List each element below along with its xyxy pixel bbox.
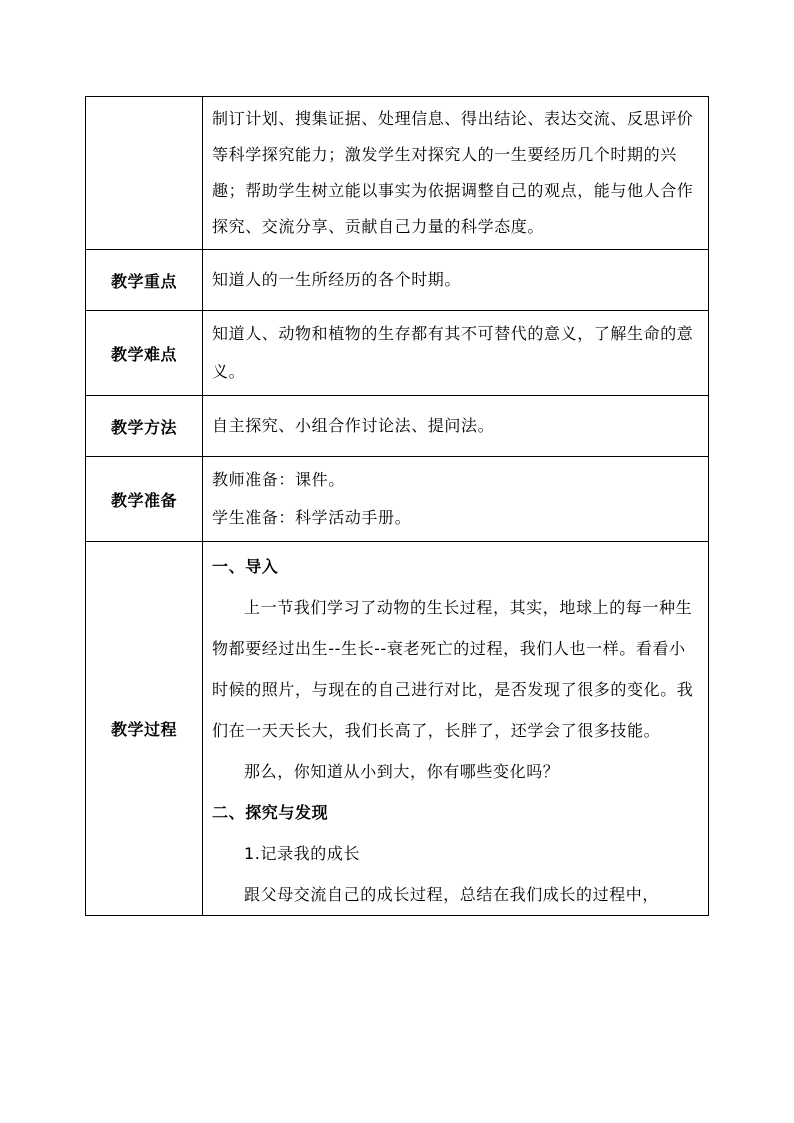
objectives-content-cell — [203, 97, 709, 250]
process-label: 教学过程 — [86, 542, 203, 916]
intro-heading: 一、导入 — [212, 557, 279, 576]
process-row — [86, 542, 709, 916]
methods-content-cell — [203, 396, 709, 457]
key-points-row — [86, 250, 709, 311]
difficulties-row — [86, 311, 709, 396]
lesson-plan-table — [85, 96, 709, 916]
preparation-label: 教学准备 — [86, 457, 203, 542]
objectives-text: 制订计划、搜集证据、处理信息、得出结论、表达交流、反思评价等科学探究能力；激发学生对探究人的一生要经历几个时期的兴趣；帮助学生树立能以事实为依据调整自己的观点，能与他人合作探究、交流分享、贡献自己力量的科学态度。 — [212, 109, 694, 236]
key-points-text: 知道人的一生所经历的各个时期。 — [212, 270, 462, 289]
teacher-preparation-text: 教师准备：课件。 — [212, 470, 345, 489]
process-content-cell — [203, 542, 709, 916]
key-points-content-cell — [203, 250, 709, 311]
objectives-row — [86, 97, 709, 250]
objectives-label-cell — [86, 97, 203, 250]
methods-text: 自主探究、小组合作讨论法、提问法。 — [212, 416, 495, 435]
intro-paragraph: 上一节我们学习了动物的生长过程，其实，地球上的每一种生物都要经过出生--生长--衰老死亡的过程，我们人也一样。看看小时候的照片，与现在的自己进行对比，是否发现了很多的变化。我们在一天天长大，我们长高了，长胖了，还学会了很多技能。 — [212, 598, 694, 740]
difficulties-content-cell — [203, 311, 709, 396]
explore-paragraph: 跟父母交流自己的成长过程，总结在我们成长的过程中， — [244, 885, 660, 904]
methods-label: 教学方法 — [86, 396, 203, 457]
difficulties-label: 教学难点 — [86, 311, 203, 396]
key-points-label: 教学重点 — [86, 250, 203, 311]
preparation-content-cell — [203, 457, 709, 542]
student-preparation-text: 学生准备：科学活动手册。 — [212, 508, 412, 527]
explore-item-1: 1.记录我的成长 — [244, 844, 361, 863]
explore-heading: 二、探究与发现 — [212, 803, 329, 822]
intro-question: 那么，你知道从小到大，你有哪些变化吗？ — [244, 762, 560, 781]
methods-row — [86, 396, 709, 457]
preparation-row — [86, 457, 709, 542]
difficulties-text: 知道人、动物和植物的生存都有其不可替代的意义，了解生命的意义。 — [212, 324, 694, 381]
